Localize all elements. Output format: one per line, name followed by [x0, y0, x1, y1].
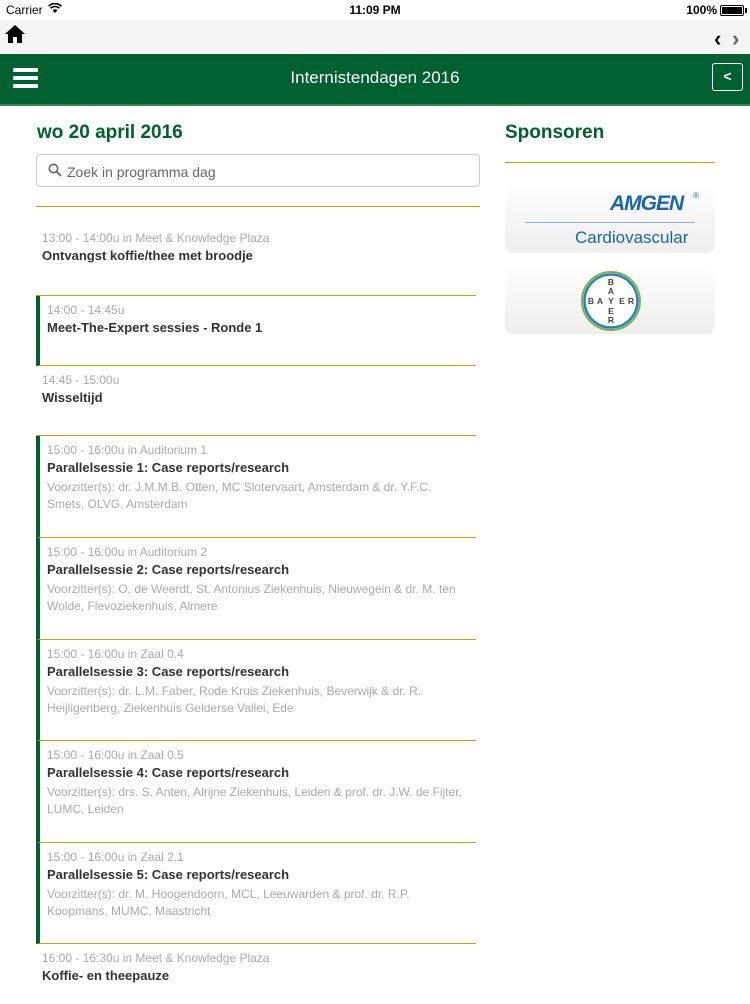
- sponsor-bayer[interactable]: [505, 268, 715, 334]
- home-icon[interactable]: [4, 24, 28, 48]
- divider: [505, 162, 715, 163]
- program-item[interactable]: [36, 296, 476, 366]
- program-title: Parallelsessie 3: Case reports/research: [47, 664, 290, 679]
- program-title: Parallelsessie 5: Case reports/research: [47, 867, 290, 882]
- clock: 11:09 PM: [349, 3, 401, 17]
- amgen-logo: AMGEN: [610, 192, 684, 215]
- program-item[interactable]: [36, 436, 476, 538]
- svg-text:B: B: [587, 296, 595, 306]
- program-time: 15:00 - 16:00u in Zaal 0.4: [47, 647, 184, 661]
- program-chairs: Voorzitter(s): dr. L.M. Faber, Rode Kruis Ziekenhuis, Beverwijk & dr. R. Heijligenberg, Ziekenhuis Gelderse Vallei, Ede: [47, 684, 422, 715]
- app-header: [0, 54, 750, 106]
- program-time: 16:00 - 16:30u in Meet & Knowledge Plaza: [42, 951, 270, 965]
- divider: [36, 206, 480, 207]
- svg-text:A: A: [596, 296, 604, 306]
- program-time: 15:00 - 16:00u in Auditorium 1: [47, 443, 208, 457]
- registered-mark: ®: [693, 191, 699, 200]
- svg-text:R: R: [607, 315, 615, 325]
- program-item[interactable]: [36, 640, 476, 741]
- svg-text:B: B: [607, 277, 615, 287]
- search-icon: [48, 163, 62, 177]
- battery-percent: 100%: [686, 3, 717, 17]
- battery-icon: [720, 5, 744, 16]
- program-chairs: Voorzitter(s): dr. J.M.M.B. Otten, MC Slotervaart, Amsterdam & dr. Y.F.C. Smets, OLVG, Amsterdam: [47, 480, 432, 511]
- logo-divider: [525, 222, 695, 223]
- svg-text:Y: Y: [608, 296, 614, 306]
- program-title: Meet-The-Expert sessies - Ronde 1: [47, 320, 263, 335]
- program-item[interactable]: [36, 843, 476, 944]
- program-chairs: Voorzitter(s): drs. S. Anten, Alrijne Ziekenhuis, Leiden & prof. dr. J.W. de Fijter, LUMC, Leiden: [47, 785, 462, 816]
- program-item[interactable]: [36, 538, 476, 640]
- program-item[interactable]: [36, 224, 476, 296]
- program-time: 15:00 - 16:00u in Auditorium 2: [47, 545, 208, 559]
- program-item[interactable]: [36, 366, 476, 436]
- program-time: 15:00 - 16:00u in Zaal 0.5: [47, 748, 184, 762]
- amgen-subtitle: Cardiovascular: [575, 228, 689, 247]
- sponsors-title: Sponsoren: [505, 122, 605, 143]
- svg-text:E: E: [619, 296, 625, 306]
- program-list: [36, 224, 476, 1004]
- chevron-right-icon[interactable]: ›: [732, 26, 740, 51]
- status-bar: [0, 0, 750, 20]
- program-time: 15:00 - 16:00u in Zaal 2.1: [47, 850, 184, 864]
- svg-text:E: E: [608, 306, 614, 316]
- program-title: Ontvangst koffie/thee met broodje: [42, 248, 253, 263]
- day-title: wo 20 april 2016: [37, 122, 183, 143]
- program-time: 14:45 - 15:00u: [42, 373, 120, 387]
- program-title: Parallelsessie 4: Case reports/research: [47, 765, 290, 780]
- chevron-left-icon[interactable]: ‹: [714, 26, 722, 51]
- program-time: 13:00 - 14:00u in Meet & Knowledge Plaza: [42, 231, 270, 245]
- sponsor-amgen[interactable]: [505, 187, 715, 253]
- program-chairs: Voorzitter(s): O. de Weerdt, St. Antonius Ziekenhuis, Nieuwegein & dr. M. ten Wolde, Flevoziekenhuis, Almere: [47, 582, 456, 613]
- program-title: Parallelsessie 2: Case reports/research: [47, 562, 290, 577]
- program-title: Wisseltijd: [42, 390, 103, 405]
- program-time: 14:00 - 14:45u: [47, 303, 125, 317]
- search-box[interactable]: [36, 154, 480, 187]
- program-title: Parallelsessie 1: Case reports/research: [47, 460, 290, 475]
- program-title: Koffie- en theepauze: [42, 968, 170, 983]
- svg-text:A: A: [607, 286, 615, 296]
- svg-text:R: R: [627, 296, 635, 306]
- chevron-left-icon: <: [723, 68, 732, 84]
- program-item[interactable]: [36, 741, 476, 843]
- program-item[interactable]: [36, 944, 476, 1004]
- carrier-label: Carrier: [6, 3, 43, 17]
- bayer-logo: [580, 270, 642, 332]
- browser-nav-bar: [0, 20, 750, 54]
- search-input[interactable]: [65, 159, 469, 185]
- collapse-button[interactable]: [712, 63, 743, 91]
- program-chairs: Voorzitter(s): dr. M. Hoogendoorn, MCL, Leeuwarden & prof. dr. R.P. Koopmans, MUMC, Maastricht: [47, 887, 410, 918]
- page-title: Internistendagen 2016: [290, 68, 460, 87]
